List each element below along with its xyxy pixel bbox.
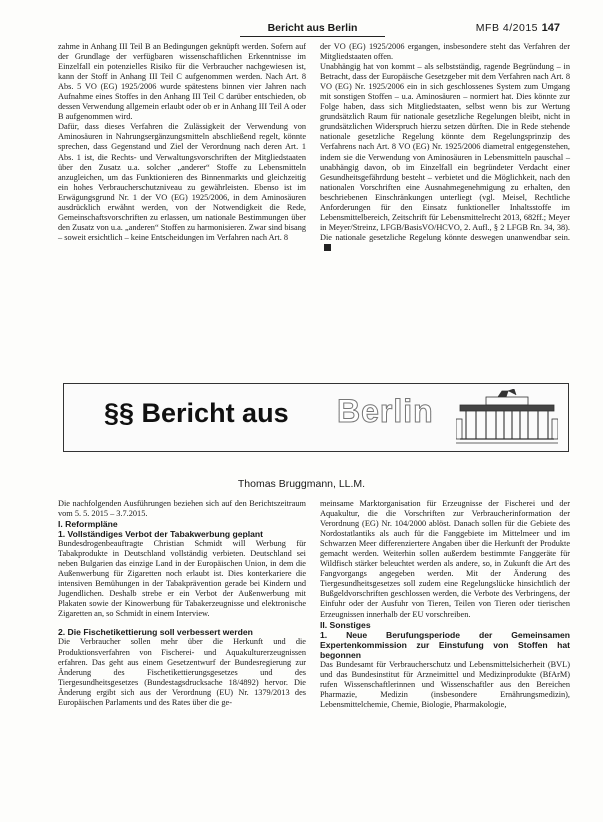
- paragraph: zahme in Anhang III Teil B an Bedingungen geknüpft werden. Sofern auf der Grundlage der verfügbaren wissenschaftlichen Erkenntnisse im Einzelfall ein potenzielles Risiko für die Verbraucher nachgewiesen ist, kann der Stoff in Anhang III Teil C aufgenommen werden. Nach Art. 8 Abs. 5 VO (EG) 1925/2006 wurde spätestens binnen vier Jahren nach Aufnahme eines Stoffes in den Anhang III Teil C darüber entschieden, ob dessen Verwendung allgemein erlaubt oder ob er in Anhang III Teil A oder B aufgenommen wird.: [58, 42, 306, 122]
- section-heading: I. Reformpläne: [58, 519, 118, 530]
- brandenburg-gate-icon: [456, 389, 558, 445]
- page-number: 147: [541, 22, 560, 34]
- section-banner: [63, 383, 569, 452]
- subsection-heading: 1. Neue Berufungsperiode der Gemeinsamen Expertenkommission zur Einstufung von Stoffen hat begonnen: [320, 629, 570, 660]
- paragraph: Dafür, dass dieses Verfahren die Zulässigkeit der Verwendung von Aminosäuren in Nahrungsergänzungsmitteln abschließend regelt, könnte sprechen, dass Gegenstand und Ziel der Verordnung nach deren Art. 1 Abs. 1 ist, die Rechts- und Verwaltungsvorschriften der Mitgliedstaaten über den Zusatz u.a. solcher „anderer“ Stoffe zu Lebensmitteln anzugleichen, um das Funktionieren des Binnenmarkts und gleichzeitig ein hohes Verbraucherschutzniveau zu gewährleisten. Ebenso ist im Erwägungsgrund Nr. 1 der VO (EG) 1925/2006, in dem Aminosäuren ausdrücklich erwähnt werden, von der Notwendigkeit die Rede, Gemeinschaftsvorschriften zu erlassen, um nationale Bestimmungen über den Zusatz von u.a. „anderen“ Stoffen zu harmonisieren. Zwar sind bisang – soweit ersichtlich – keine Entscheidungen im Verfahren nach Art. 8: [58, 122, 306, 242]
- subsection-heading: 1. Vollständiges Verbot der Tabakwerbung geplant: [58, 529, 264, 540]
- paragraph-text: Unabhängig hat von kommt – als selbstständig, ragende Begründung – in Betracht, dass der Europäische Gesetzgeber mit dem Verfahren nach Art. 8 VO (EG) Nr. 1925/2006 ein in sich geschlossenes System zum Umgang mit sonstigen Stoffen – u.a. Aminosäuren – normiert hat. Dies könnte zur Folge haben, dass sich Mitgliedstaaten, selbst wenn bis zur Wertung grundsätzlich Raum für nationale gesetzliche Regelungen bleibt, nicht in grundsätzlichen Widerspruch hierzu setzen dürften. Die in Rede stehende nationale gesetzliche Regelung könnte dem Regelungsprinzip des Verfahrens nach Art. 8 VO (EG) Nr. 1925/2006 diametral entgegenstehen, indem sie die Verwendung von Aminosäuren in Lebensmitteln pauschal – unabhängig davon, ob im Einzelfall ein begründeter Verdacht einer Gesundheitsgefährdung besteht – verbietet und die Möglichkeit, nach den nationalen Vorschriften eine Ausnahmegenehmigung zu erhalten, den beschriebenen Einschränkungen unterliegt (vgl. Meisel, Rechtliche Anforderungen für den Einsatz funktioneller Inhaltsstoffe im Lebensmittelbereich, Zeitschrift für Lebensmittelrecht 2013, 682ff.; Meyer in Meyer/Streinz, LFGB/BasisVO/HCVO, 2. Aufl., § 2 LFGB Rn. 34, 38). Die nationale gesetzliche Regelung könnte deswegen unanwendbar sein.: [320, 62, 570, 242]
- top-right-column: [320, 42, 570, 253]
- end-of-article-mark: [324, 244, 331, 251]
- top-left-column: [58, 42, 306, 243]
- intro-paragraph: Die nachfolgenden Ausführungen beziehen sich auf den Berichtszeitraum vom 5. 5. 2015 – 3.7.2015.: [58, 499, 306, 519]
- bottom-left-column: [58, 499, 306, 708]
- bottom-right-column: [320, 499, 570, 710]
- subsection-heading: 2. Die Fischetikettierung soll verbessert werden: [58, 627, 253, 638]
- banner-outlined-word: Berlin: [337, 393, 434, 429]
- paragraph: der VO (EG) 1925/2006 ergangen, insbesondere steht das Verfahren der Mitgliedstaaten offen.: [320, 42, 570, 62]
- section-heading: II. Sonstiges: [320, 619, 371, 630]
- paragraph: meinsame Marktorganisation für Erzeugnisse der Fischerei und der Aquakultur, die die Vorschriften zur Verbraucherinformation der Verordnung (EG) Nr. 104/2000 ablöst. Danach sollen für die Gebiete des Nordostatlantiks als auch für die Fanggebiete im Mittelmeer und im Schwarzen Meer differenziertere Angaben über die Herkunft der Produkte gemacht werden. Weiterhin sollen außerdem bestimmte Fanggeräte für Wildfisch stärker beleuchtet werden als andere, so, in Zukunft die Art des Fangvorgangs angegeben werden. Mit der Änderung des Tiergesundheitsgesetzes soll zudem eine Regelungslücke hinsichtlich der Bußgeldvorschriften geschlossen werden, die Verbote des Verbringens, der Einfuhr oder der Ausfuhr von Tieren, Teilen von Tieren oder tierischen Erzeugnissen innerhalb der EU vorschreiben.: [320, 499, 570, 619]
- journal-issue: MFB 4/2015: [475, 22, 538, 34]
- paragraph: Bundesdrogenbeauftragte Christian Schmidt will Werbung für Tabakprodukte in Deutschland vollständig verbieten. Deutschland sei neben Bulgarien das einzige Land in der Europäischen Union, in dem die Außenwerbung für Zigaretten noch erlaubt ist. Dies konterkariere die intensiven Bemühungen in der Tabakprävention gerade bei Kindern und Jugendlichen. Deshalb strebe er ein Verbot der Außenwerbung mit Plakaten sowie der Kinowerbung für Tabakerzeugnisse und elektronische Zigaretten an, so Schmidt in einem Interview.: [58, 539, 306, 619]
- banner-title: §§ Bericht aus: [104, 398, 289, 428]
- author-name: Thomas Bruggmann, LL.M.: [237, 478, 366, 490]
- paragraph: [320, 62, 570, 253]
- paragraph: Die Verbraucher sollen mehr über die Herkunft und die Produktionsverfahren von Fischerei- und Aquakulturerzeugnissen erfahren. Das geht aus einem Gesetzentwurf der Bundesregierung zur Änderung des Fischetikettierungsgesetzes und des Tiergesundheitsgesetzes (Bundestagsdrucksache 18/4892) hervor. Die Änderung ergibt sich aus der Verordnung (EU) Nr. 1379/2013 des Europäischen Parlaments und des Rates über die ge-: [58, 637, 306, 707]
- running-head: [40, 22, 560, 36]
- running-head-section: Bericht aus Berlin: [240, 22, 385, 37]
- paragraph: Das Bundesamt für Verbraucherschutz und Lebensmittelsicherheit (BVL) und das Bundesinstitut für Arzneimittel und Medizinprodukte (BfArM) rufen Wissenschaftlerinnen und Wissenschaftler aus den Bereichen Pharmazie, Medizin (insbesondere Ernährungsmedizin), Lebensmittelchemie, Chemie, Biologie, Pharmakologie,: [320, 659, 570, 709]
